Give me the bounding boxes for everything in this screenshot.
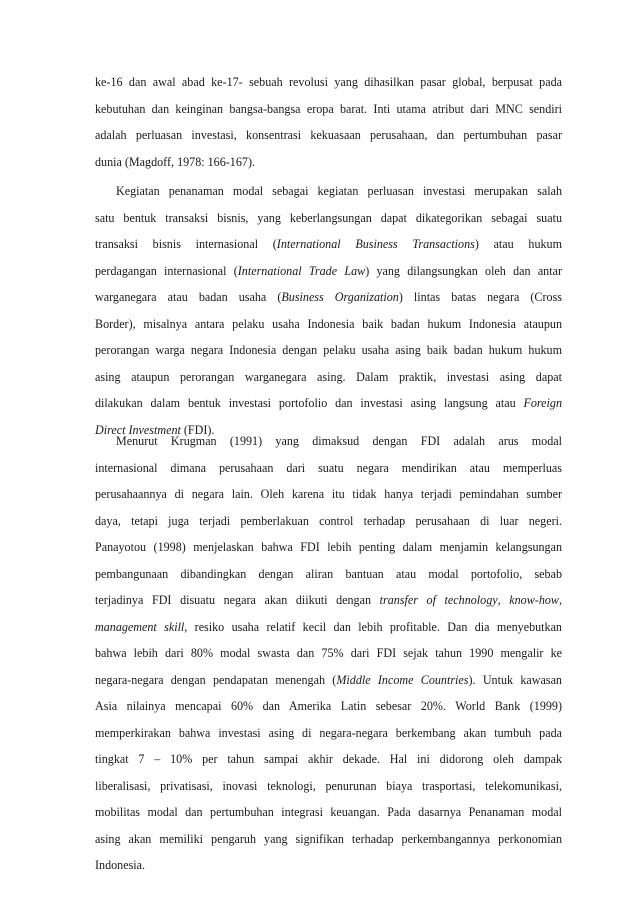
text-line: Menurut Krugman (1991) yang dimaksud dengan FDI adalah arus modal	[116, 434, 562, 448]
text-line: ke-16 dan awal abad ke-17- sebuah revolusi yang dihasilkan pasar global, berpusat pada	[95, 75, 562, 89]
text-line: daya, tetapi juga terjadi pemberlakuan control terhadap perusahaan di luar negeri.	[95, 513, 562, 528]
text-line: terjadinya FDI disuatu negara akan diikuti dengan transfer of technology, know-how,	[95, 593, 563, 607]
text-line: asing ataupun perorangan warganegara asing. Dalam praktik, investasi asing dapat	[95, 369, 562, 384]
text-line: mobilitas modal dan pertumbuhan integrasi keuangan. Pada dasarnya Penanaman modal	[95, 805, 562, 819]
text-line: tingkat 7 – 10% per tahun sampai akhir dekade. Hal ini didorong oleh dampak	[95, 752, 562, 766]
text-line: warganegara atau badan usaha (Business Organization) lintas batas negara (Cross	[95, 290, 562, 304]
text-line: Direct Investment (FDI).	[95, 422, 215, 437]
text-line: Asia nilainya mencapai 60% dan Amerika Latin sebesar 20%. World Bank (1999)	[95, 699, 562, 713]
text-line: Indonesia.	[95, 858, 146, 872]
text-line: adalah perluasan investasi, konsentrasi kekuasaan perusahaan, dan pertumbuhan pasar	[95, 128, 562, 142]
text-line: Border), misalnya antara pelaku usaha Indonesia baik badan hukum Indonesia ataupun	[95, 316, 562, 331]
text-line: dilakukan dalam bentuk investasi portofolio dan investasi asing langsung atau Foreign	[95, 396, 562, 410]
paragraph-mnc-definition	[95, 69, 562, 175]
text-line: perorangan warga negara Indonesia dengan pelaku usaha asing baik badan hukum hukum	[95, 343, 562, 357]
text-line: asing akan memiliki pengaruh yang signifikan terhadap perkembangannya perkonomian	[95, 831, 562, 846]
text-line: pembangunaan dibandingkan dengan aliran bantuan atau modal portofolio, sebab	[95, 566, 562, 581]
text-line: Panayotou (1998) menjelaskan bahwa FDI lebih penting dalam menjamin kelangsungan	[95, 540, 562, 554]
text-line: perusahaannya di negara lain. Oleh karena itu tidak hanya terjadi pemindahan sumber	[95, 487, 562, 501]
text-line: perdagangan internasional (International Trade Law) yang dilangsungkan oleh dan antar	[95, 263, 562, 278]
paragraph-investment-activity	[95, 178, 562, 443]
text-line: internasional dimana perusahaan dari suatu negara mendirikan atau memperluas	[95, 460, 562, 475]
text-line: kebutuhan dan keinginan bangsa-bangsa eropa barat. Inti utama atribut dari MNC sendiri	[95, 101, 562, 116]
text-line: Kegiatan penanaman modal sebagai kegiatan perluasan investasi merupakan salah	[116, 184, 562, 198]
text-line: management skill, resiko usaha relatif kecil dan lebih profitable. Dan dia menyebutkan	[95, 619, 562, 634]
text-line: bahwa lebih dari 80% modal swasta dan 75% dari FDI sejak tahun 1990 mengalir ke	[95, 646, 562, 660]
text-line: memperkirakan bahwa investasi asing di negara-negara berkembang akan tumbuh pada	[95, 725, 562, 740]
paragraph-fdi-krugman	[95, 428, 562, 879]
text-line: satu bentuk transaksi bisnis, yang keberlangsungan dapat dikategorikan sebagai suatu	[95, 210, 562, 225]
text-line: liberalisasi, privatisasi, inovasi teknologi, penurunan biaya trasportasi, telekomunikasi,	[95, 778, 562, 793]
text-line: negara-negara dengan pendapatan menengah (Middle Income Countries). Untuk kawasan	[95, 672, 562, 687]
text-line: dunia (Magdoff, 1978: 166-167).	[95, 154, 255, 169]
text-line: transaksi bisnis internasional (International Business Transactions) atau hukum	[95, 237, 562, 251]
